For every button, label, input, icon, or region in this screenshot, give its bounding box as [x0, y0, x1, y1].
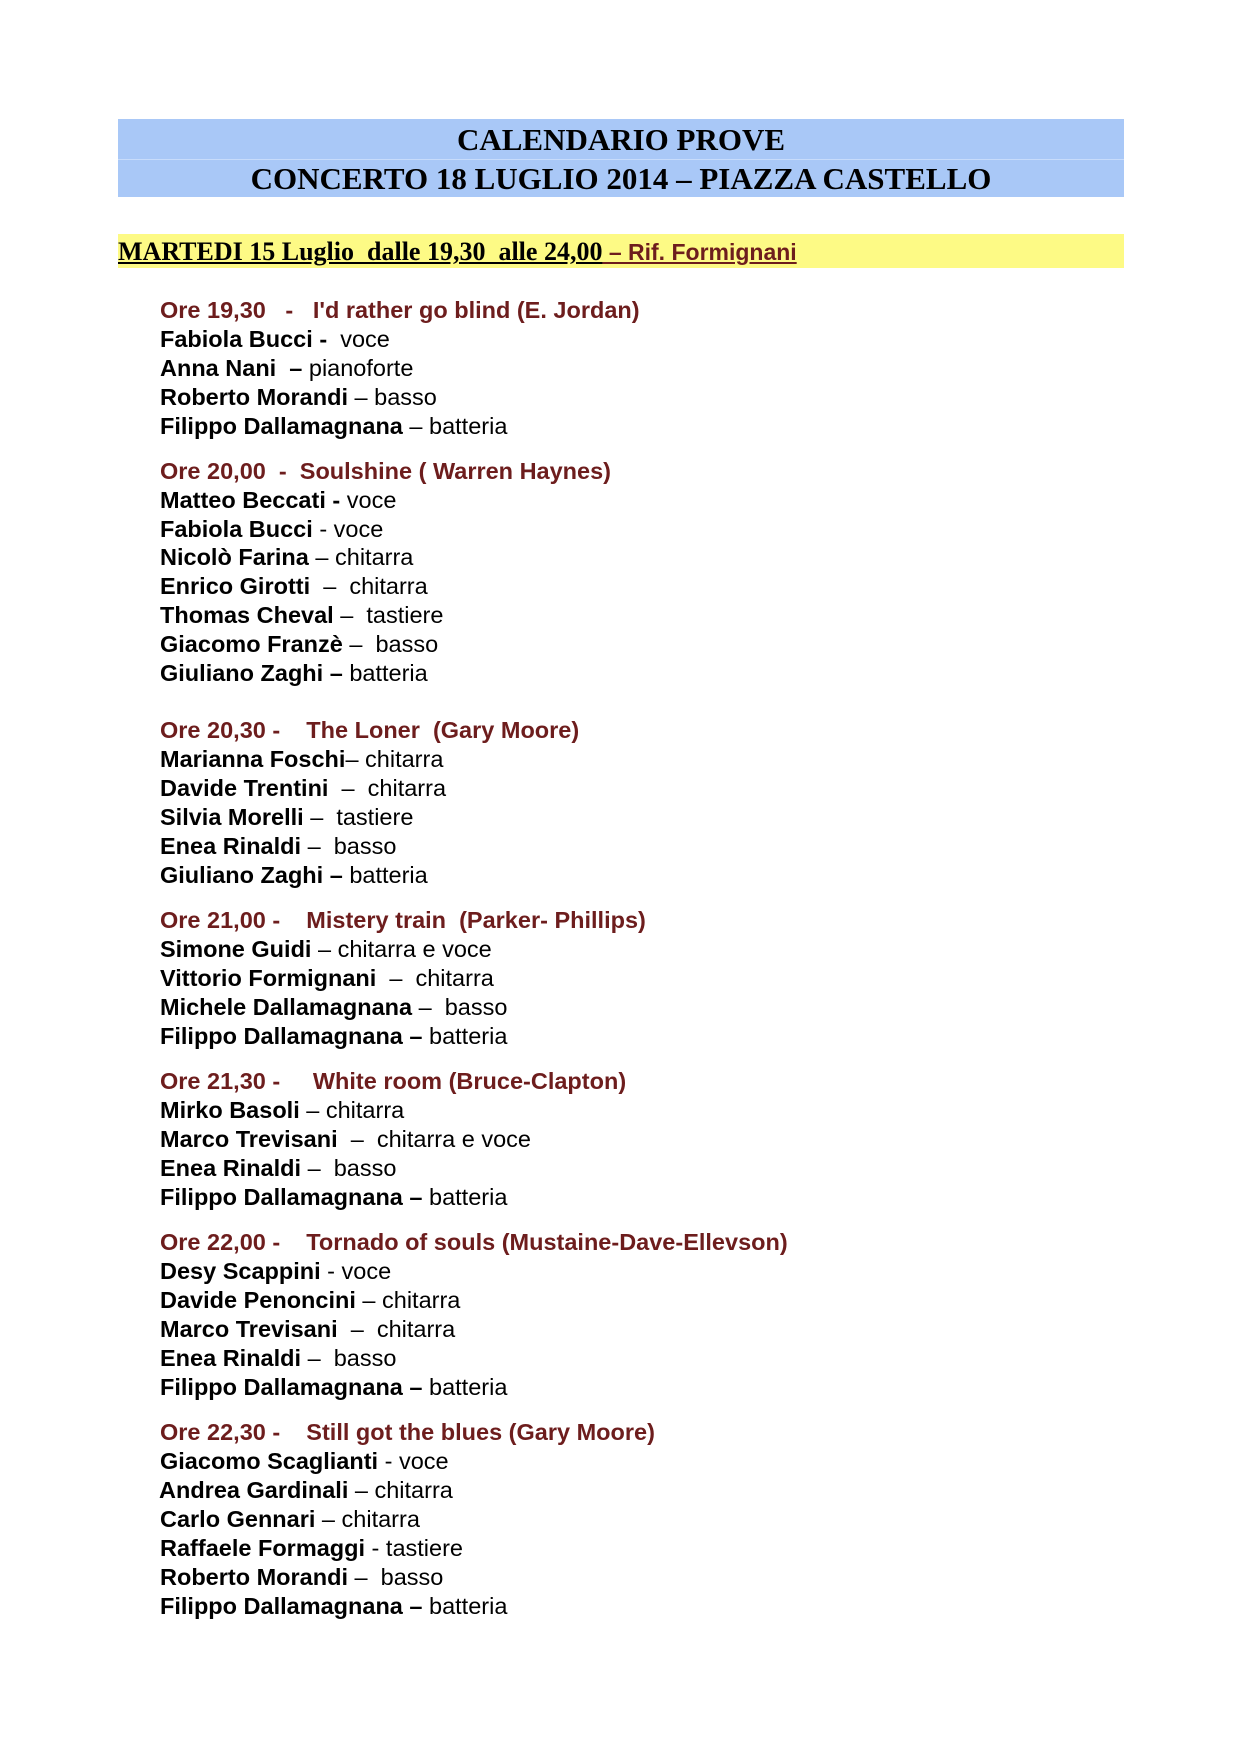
performer-name: Davide Penoncini — [160, 1287, 356, 1313]
performer-line — [160, 1534, 463, 1563]
performer-role: – basso — [348, 384, 437, 410]
performer-line — [160, 1315, 455, 1344]
slot-title: Ore 20,00 - Soulshine ( Warren Haynes) — [160, 458, 611, 484]
performer-name: Giuliano Zaghi – — [160, 660, 343, 686]
performer-line — [160, 745, 443, 774]
performer-name: Fabiola Bucci — [160, 516, 313, 542]
performer-role: – basso — [301, 1345, 397, 1371]
performer-role: – basso — [412, 994, 508, 1020]
performer-line — [160, 1125, 531, 1154]
performer-line — [160, 383, 437, 412]
performer-role: – chitarra — [348, 1477, 453, 1503]
performer-line — [160, 543, 413, 572]
performer-name: Marco Trevisani — [160, 1126, 338, 1152]
performer-name: Filippo Dallamagnana – — [160, 1593, 423, 1619]
performer-name: Desy Scappini — [160, 1258, 321, 1284]
performer-name: Marianna Foschi — [160, 746, 346, 772]
performer-name: Anna Nani – — [160, 355, 303, 381]
performer-line — [160, 1447, 449, 1476]
performer-line — [160, 572, 428, 601]
performer-line — [160, 993, 507, 1022]
performer-role: - tastiere — [365, 1535, 463, 1561]
performer-line — [160, 1505, 420, 1534]
performer-role: – basso — [301, 1155, 397, 1181]
performer-name: Silvia Morelli — [160, 804, 304, 830]
performer-role: batteria — [422, 1023, 508, 1049]
slot-title: Ore 19,30 - I'd rather go blind (E. Jordan) — [160, 297, 640, 323]
performer-line — [160, 1286, 460, 1315]
performer-name: Matteo Beccati - — [160, 487, 341, 513]
performer-line — [160, 515, 383, 544]
performer-role: voce — [340, 487, 397, 513]
performer-role: – tastiere — [303, 804, 414, 830]
performer-name: Roberto Morandi — [160, 384, 348, 410]
performer-line — [160, 630, 438, 659]
performer-name: Giacomo Franzè — [160, 631, 343, 657]
performer-name: Nicolò Farina — [160, 544, 309, 570]
performer-name: Filippo Dallamagnana — [160, 413, 403, 439]
performer-line — [160, 1344, 396, 1373]
performer-name: Marco Trevisani — [160, 1316, 338, 1342]
performer-role: – tastiere — [333, 602, 444, 628]
performer-line — [160, 601, 443, 630]
performer-line — [160, 1257, 391, 1286]
performer-name: Enrico Girotti — [160, 573, 311, 599]
performer-role: – chitarra — [355, 1287, 461, 1313]
performer-role: batteria — [342, 660, 428, 686]
performer-role: – chitarra — [308, 544, 414, 570]
slot-title: Ore 22,30 - Still got the blues (Gary Moore) — [160, 1419, 655, 1445]
performer-role: - voce — [312, 516, 384, 542]
performer-line — [160, 774, 446, 803]
slot-title: Ore 21,00 - Mistery train (Parker- Phillips) — [160, 907, 646, 933]
performer-line — [160, 1373, 507, 1402]
performer-line — [160, 412, 507, 441]
performer-line — [160, 832, 396, 861]
performer-line — [160, 1022, 507, 1051]
slot-title: Ore 21,30 - White room (Bruce-Clapton) — [160, 1068, 627, 1094]
performer-role: – chitarra — [337, 1316, 456, 1342]
performer-role: voce — [327, 326, 390, 352]
performer-role: – chitarra — [315, 1506, 420, 1532]
performer-role: – chitarra — [376, 965, 494, 991]
performer-name: Filippo Dallamagnana – — [160, 1023, 423, 1049]
performer-role: - voce — [320, 1258, 392, 1284]
performer-name: Vittorio Formignani — [160, 965, 377, 991]
performer-role: – chitarra e voce — [337, 1126, 531, 1152]
performer-role: – batteria — [402, 413, 508, 439]
performer-line — [160, 354, 413, 383]
performer-line — [160, 486, 396, 515]
performer-role: batteria — [422, 1374, 508, 1400]
performer-line — [160, 1592, 507, 1621]
performer-line — [160, 325, 390, 354]
performer-name: Davide Trentini — [160, 775, 329, 801]
performer-name: Giuliano Zaghi – — [160, 862, 343, 888]
performer-name: Carlo Gennari — [160, 1506, 316, 1532]
performer-line — [160, 861, 428, 890]
performer-role: – chitarra — [328, 775, 447, 801]
title-line-2: CONCERTO 18 LUGLIO 2014 – PIAZZA CASTELLO — [118, 159, 1124, 198]
performer-line — [160, 1154, 396, 1183]
performer-line — [160, 935, 492, 964]
performer-role: – basso — [348, 1564, 444, 1590]
performer-line — [160, 964, 494, 993]
performer-name: Enea Rinaldi — [160, 1345, 302, 1371]
performer-role: – chitarra — [310, 573, 428, 599]
document-title-box — [118, 119, 1124, 197]
performer-role: – chitarra — [299, 1097, 405, 1123]
performer-name: Andrea Gardinali — [159, 1477, 349, 1503]
performer-role: – chitarra — [345, 746, 444, 772]
performer-role: - voce — [378, 1448, 449, 1474]
performer-role: – basso — [301, 833, 397, 859]
performer-line — [160, 1183, 507, 1212]
performer-name: Roberto Morandi — [160, 1564, 348, 1590]
performer-line — [160, 803, 413, 832]
performer-name: Fabiola Bucci - — [160, 326, 328, 352]
performer-role: – chitarra e voce — [311, 936, 492, 962]
performer-line — [160, 1096, 404, 1125]
performer-name: Enea Rinaldi — [160, 1155, 302, 1181]
performer-name: Filippo Dallamagnana – — [160, 1184, 423, 1210]
performer-line — [160, 659, 428, 688]
slot-title: Ore 20,30 - The Loner (Gary Moore) — [160, 717, 580, 743]
performer-role: – basso — [342, 631, 439, 657]
performer-name: Michele Dallamagnana — [160, 994, 413, 1020]
performer-name: Enea Rinaldi — [160, 833, 302, 859]
performer-name: Filippo Dallamagnana – — [160, 1374, 423, 1400]
performer-role: batteria — [342, 862, 428, 888]
performer-line — [159, 1476, 453, 1505]
performer-name: Simone Guidi — [160, 936, 312, 962]
performer-line — [160, 1563, 443, 1592]
slot-title: Ore 22,00 - Tornado of souls (Mustaine-Dave-Ellevson) — [160, 1229, 788, 1255]
performer-name: Thomas Cheval — [160, 602, 334, 628]
rehearsal-reference: – Rif. Formignani — [602, 239, 797, 265]
performer-role: batteria — [422, 1184, 508, 1210]
date-bar — [118, 234, 1124, 268]
performer-name: Mirko Basoli — [160, 1097, 300, 1123]
performer-name: Raffaele Formaggi — [160, 1535, 366, 1561]
rehearsal-date: MARTEDI 15 Luglio dalle 19,30 alle 24,00 — [118, 237, 603, 266]
performer-role: pianoforte — [302, 355, 414, 381]
title-line-1: CALENDARIO PROVE — [456, 122, 786, 157]
performer-role: batteria — [422, 1593, 508, 1619]
performer-name: Giacomo Scaglianti — [160, 1448, 379, 1474]
